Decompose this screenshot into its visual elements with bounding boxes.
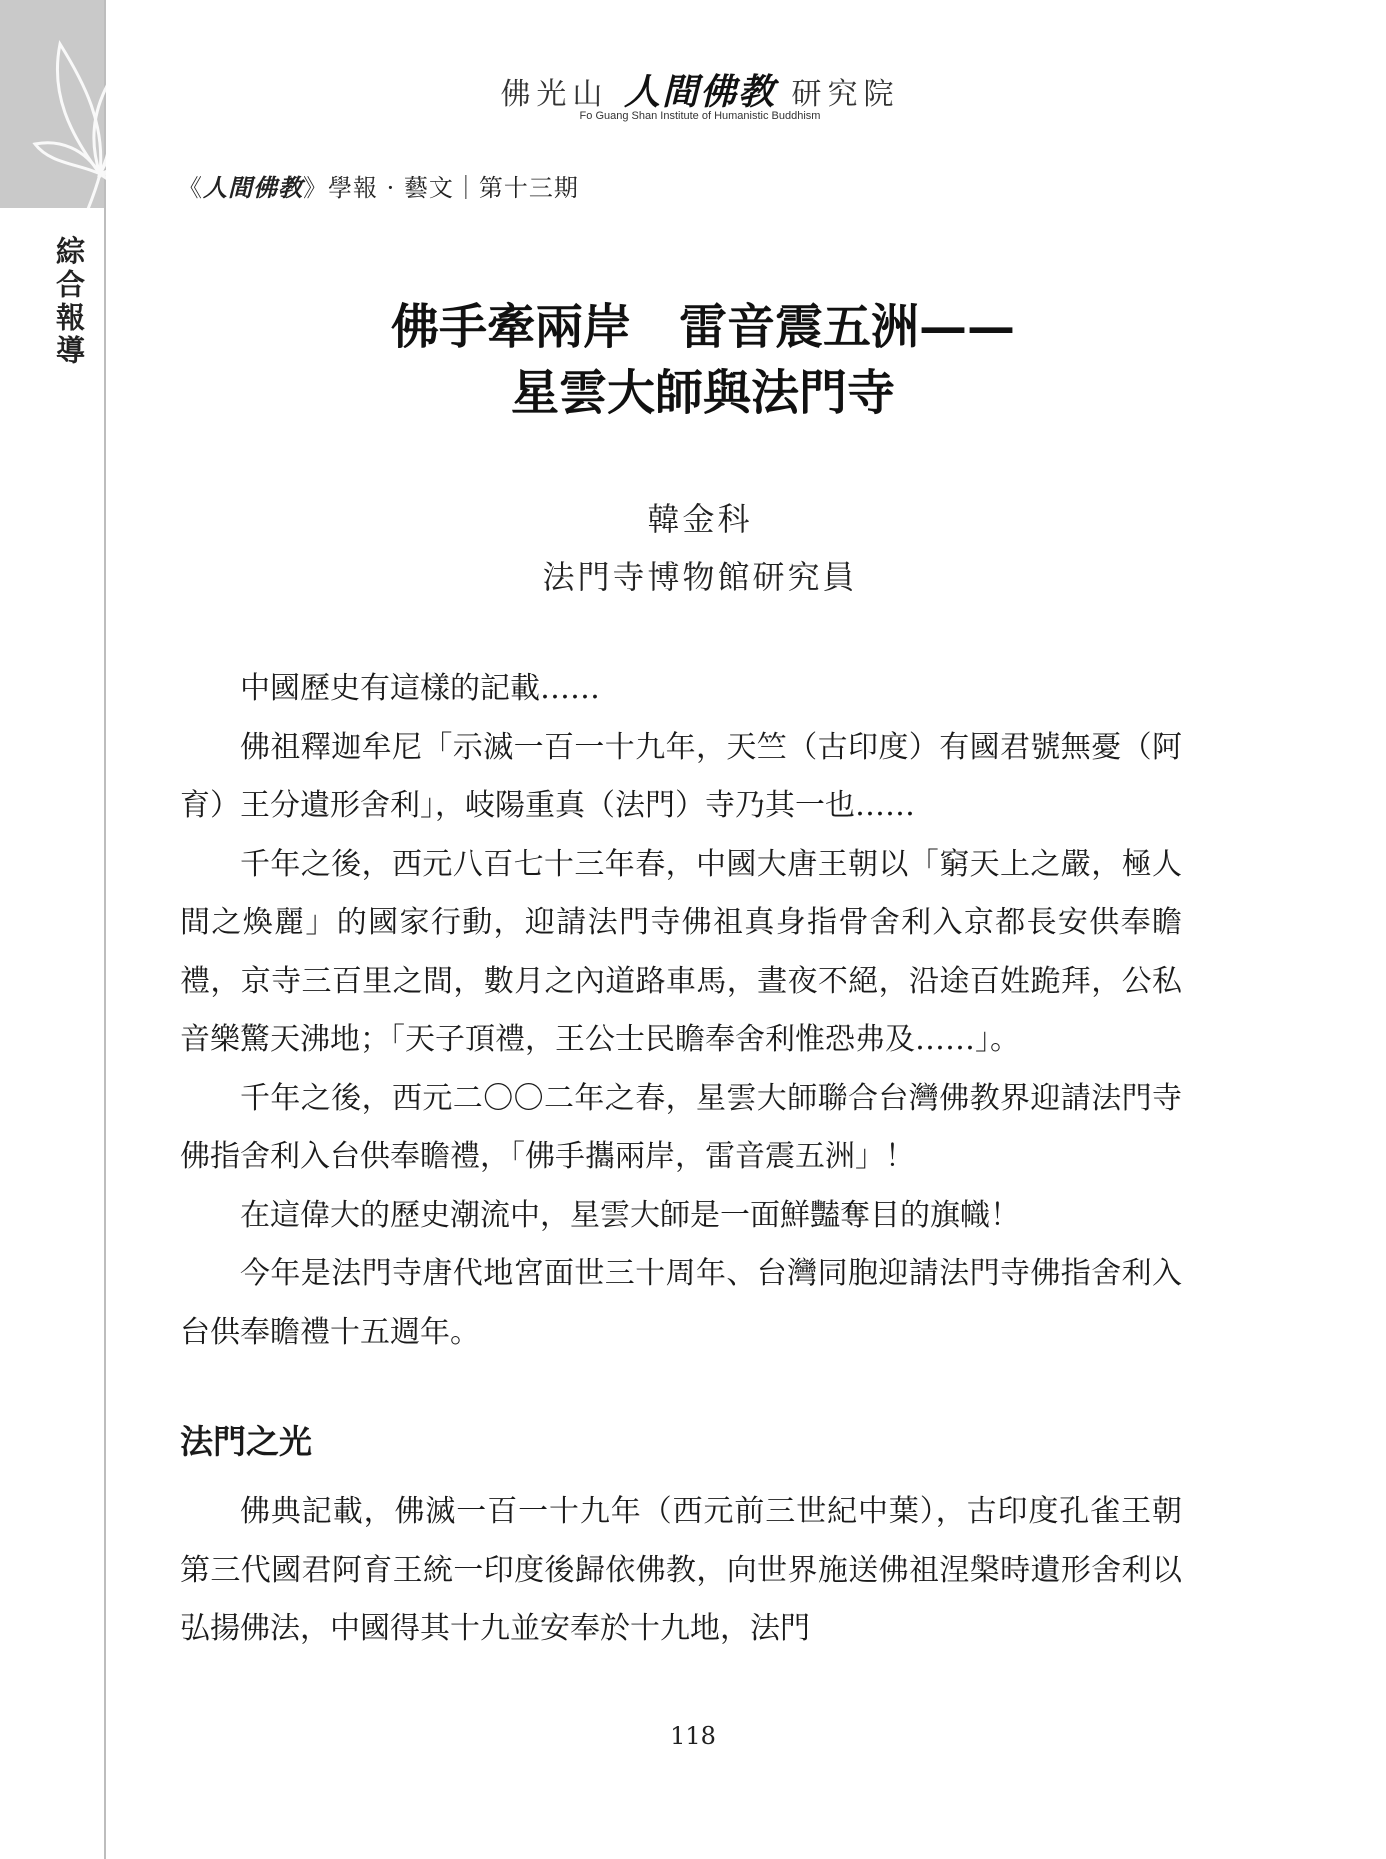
paragraph: 在這偉大的歷史潮流中，星雲大師是一面鮮豔奪目的旗幟！ bbox=[240, 1197, 1020, 1233]
journal-brand: 人間佛教 bbox=[203, 173, 303, 202]
article-body bbox=[180, 660, 1182, 1659]
journal-open: 《 bbox=[178, 174, 203, 202]
institute-title bbox=[420, 64, 980, 115]
author-name: 韓金科 bbox=[647, 500, 753, 538]
institute-brand: 人間佛教 bbox=[623, 71, 776, 113]
paragraph: 佛祖釋迦牟尼「示滅一百一十九年，天竺（古印度）有國君號無憂（阿育）王分遺形舍利」，岐陽重真（法門）寺乃其一也…… bbox=[180, 729, 1182, 823]
journal-issue: 》學報 · 藝文｜第十三期 bbox=[303, 174, 579, 202]
page-number: 118 bbox=[670, 1722, 716, 1750]
flower-emblem-icon bbox=[30, 24, 200, 210]
institute-english-name: Fo Guang Shan Institute of Humanistic Buddhism bbox=[579, 110, 821, 122]
author-affiliation: 法門寺博物館研究員 bbox=[542, 558, 858, 596]
author-block bbox=[200, 490, 1200, 606]
paragraph: 千年之後，西元二〇〇二年之春，星雲大師聯合台灣佛教界迎請法門寺佛指舍利入台供奉瞻禮，「佛手攜兩岸，雷音震五洲」！ bbox=[180, 1080, 1182, 1174]
institute-prefix: 佛光山 bbox=[500, 77, 609, 112]
paragraph: 中國歷史有這樣的記載…… bbox=[240, 671, 600, 706]
paragraph: 今年是法門寺唐代地宮面世三十周年、台灣同胞迎請法門寺佛指舍利入台供奉瞻禮十五週年。 bbox=[180, 1256, 1182, 1350]
side-rule bbox=[104, 0, 106, 1859]
article-title bbox=[120, 294, 1286, 426]
section-heading: 法門之光 bbox=[180, 1422, 312, 1461]
institute-suffix: 研究院 bbox=[791, 77, 900, 112]
paragraph: 佛典記載，佛滅一百一十九年（西元前三世紀中葉），古印度孔雀王朝第三代國君阿育王統一印度後歸依佛教，向世界施送佛祖涅槃時遺形舍利以弘揚佛法，中國得其十九並安奉於十九地，法門 bbox=[180, 1494, 1182, 1646]
title-line-2: 星雲大師與法門寺 bbox=[510, 365, 895, 421]
section-side-label: 綜合報導 bbox=[52, 236, 86, 368]
journal-running-header bbox=[178, 168, 579, 203]
title-line-1: 佛手牽兩岸 雷音震五洲—— bbox=[390, 299, 1015, 355]
paragraph: 千年之後，西元八百七十三年春，中國大唐王朝以「窮天上之嚴，極人間之煥麗」的國家行動，迎請法門寺佛祖真身指骨舍利入京都長安供奉瞻禮，京寺三百里之間，數月之內道路車馬，晝夜不絕，沿途百姓跪拜，公私音樂驚天沸地；「天子頂禮，王公士民瞻奉舍利惟恐弗及……」。 bbox=[180, 846, 1182, 1057]
